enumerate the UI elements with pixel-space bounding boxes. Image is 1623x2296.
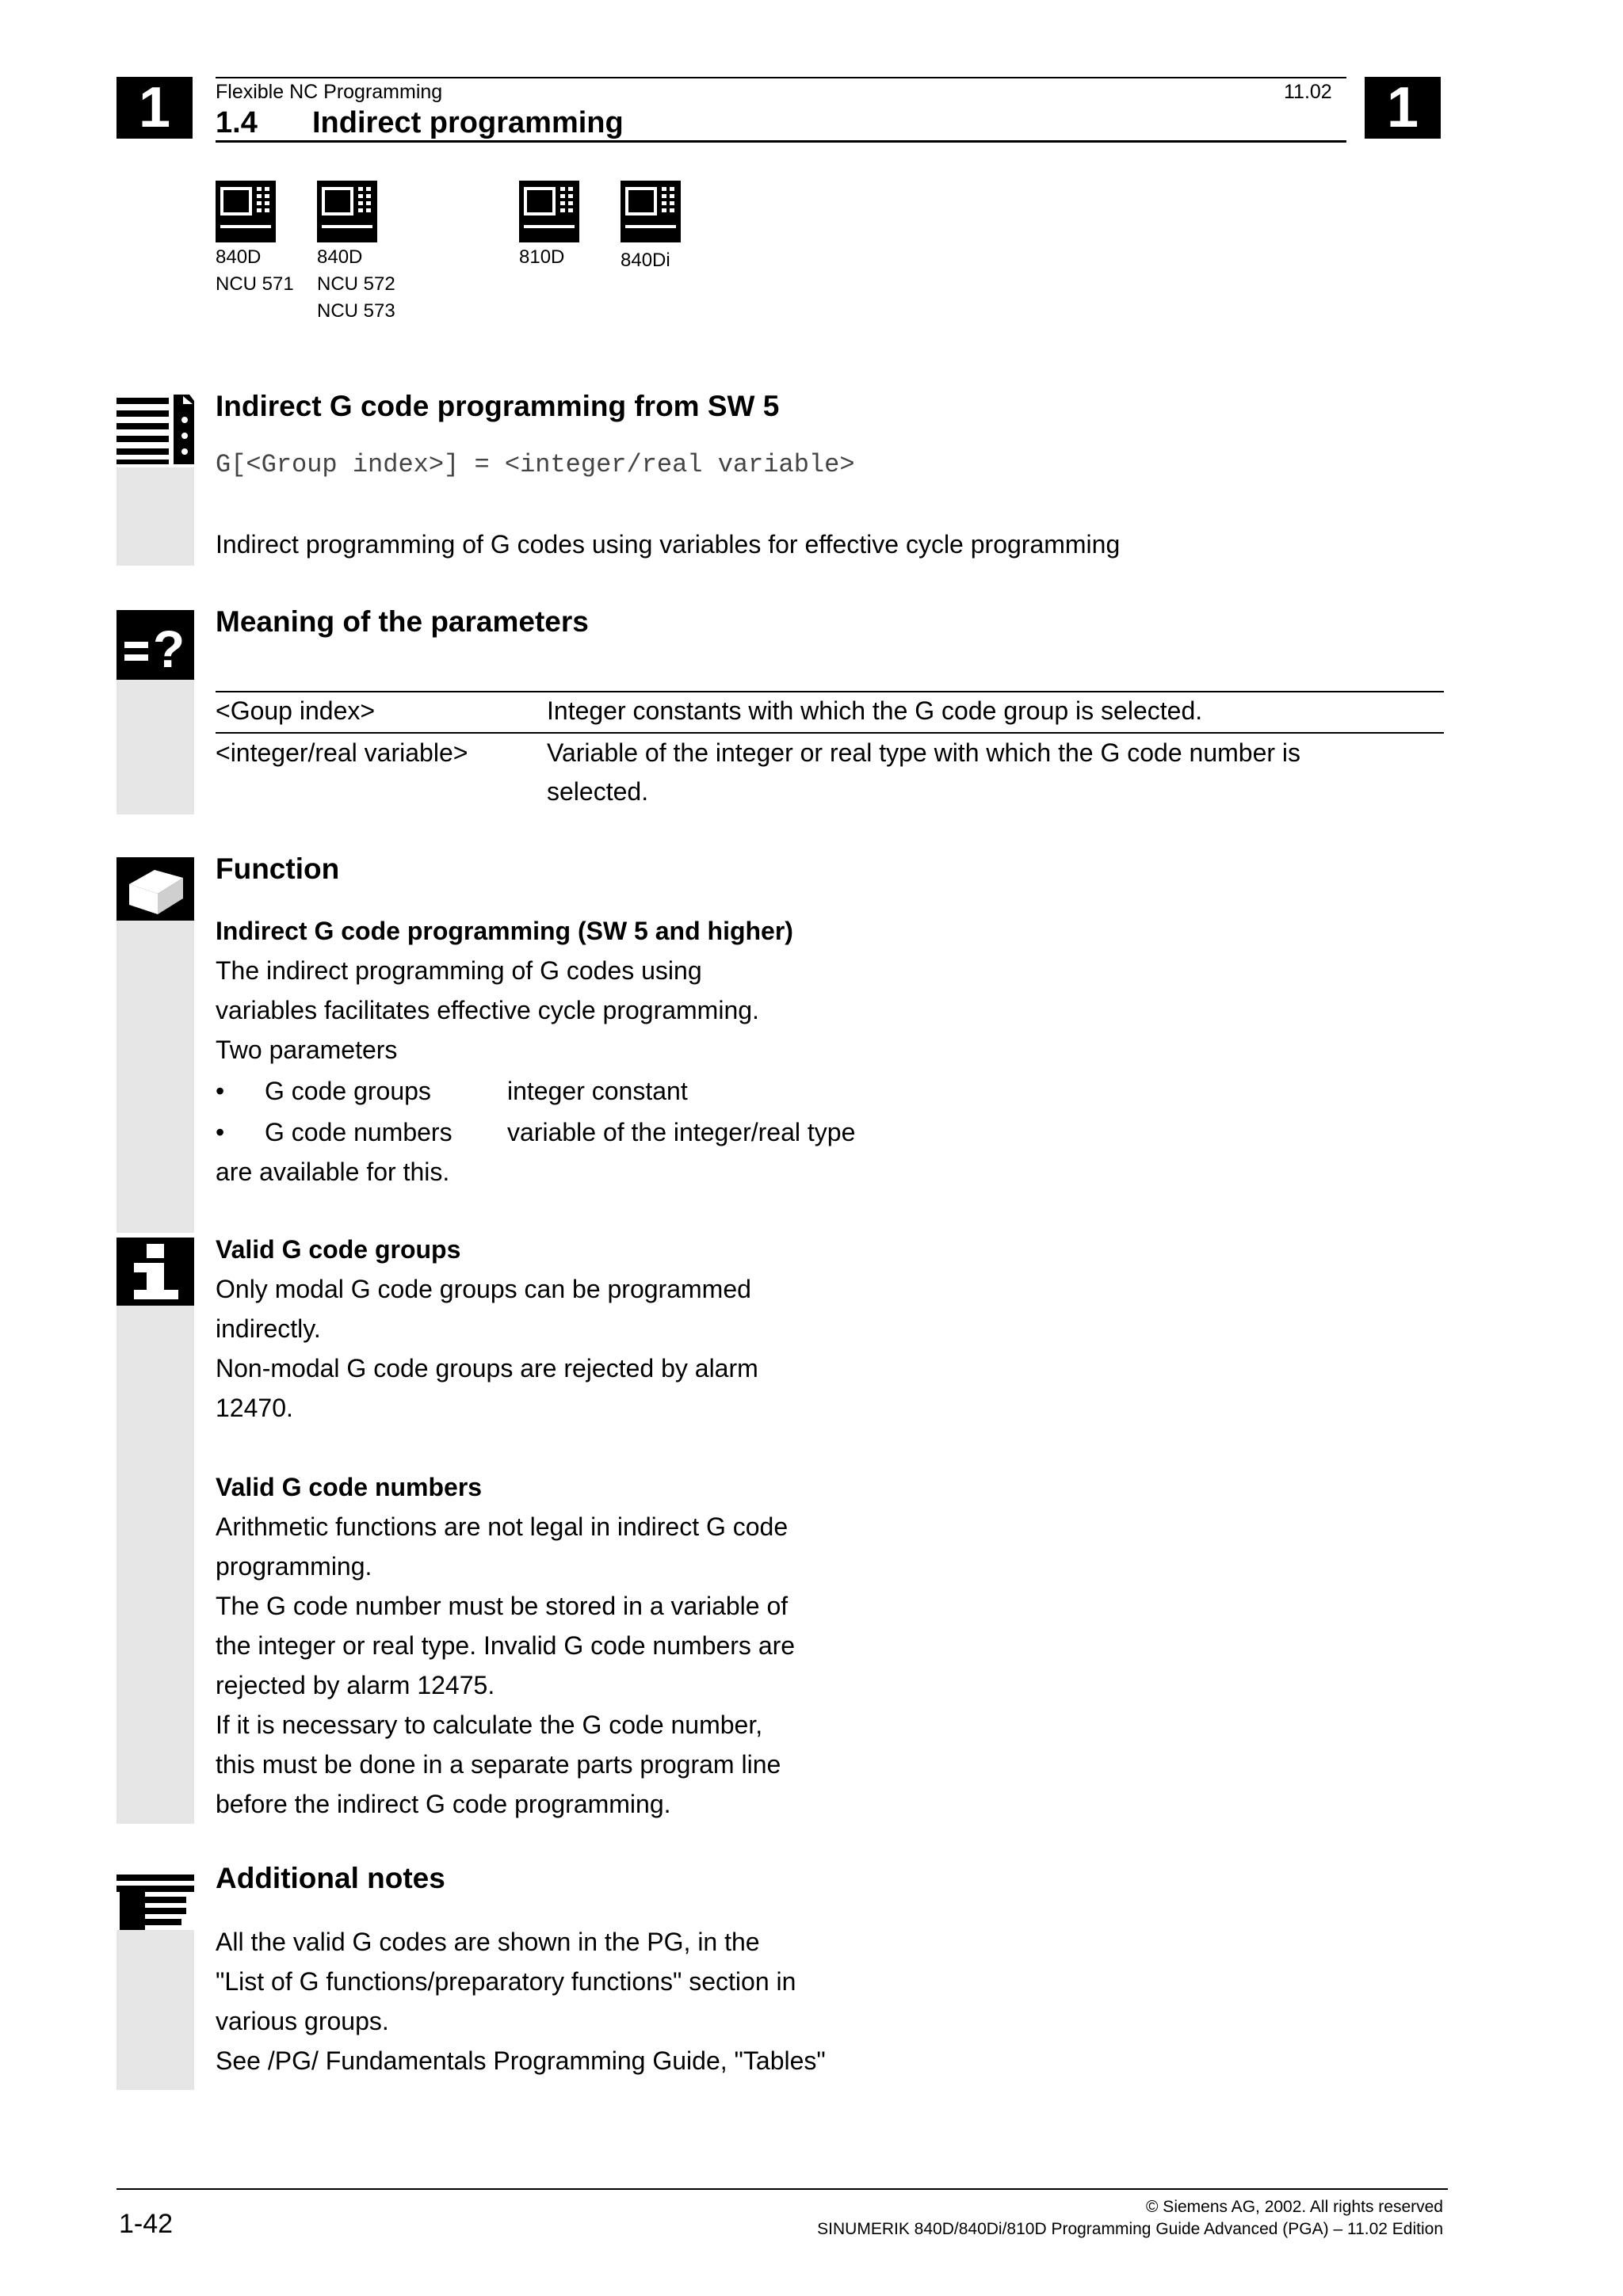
valid-numbers-line: If it is necessary to calculate the G code number, [216, 1711, 763, 1739]
function-line: Two parameters [216, 1035, 398, 1064]
valid-numbers-line: programming. [216, 1552, 372, 1581]
bullet-mark: • [216, 1118, 225, 1146]
bullet-desc: variable of the integer/real type [507, 1118, 856, 1146]
param-desc: Integer constants with which the G code group is selected. [547, 696, 1203, 725]
parameters-question-icon [116, 610, 194, 680]
device-label-810d [519, 244, 564, 271]
footer-rule [116, 2188, 1448, 2190]
notes-heading: Additional notes [216, 1862, 445, 1894]
valid-numbers-line: The G code number must be stored in a variable of [216, 1592, 789, 1620]
valid-numbers-line: this must be done in a separate parts program line [216, 1750, 781, 1779]
syntax-description: Indirect programming of G codes using variables for effective cycle programming [216, 530, 1121, 559]
param-desc-continued: selected. [547, 777, 649, 806]
footer-copyright: © Siemens AG, 2002. All rights reserved [1146, 2198, 1443, 2216]
function-line: The indirect programming of G codes using [216, 956, 702, 985]
device-label-line: 840Di [621, 250, 670, 271]
param-name: <Goup index> [216, 696, 376, 725]
device-label-840di [621, 247, 670, 274]
valid-numbers-heading: Valid G code numbers [216, 1473, 483, 1501]
valid-groups-heading: Valid G code groups [216, 1235, 461, 1264]
footer-book-title: SINUMERIK 840D/840Di/810D Programming Guide Advanced (PGA) – 11.02 Edition [817, 2220, 1443, 2238]
svg-text:?: ? [152, 620, 185, 678]
pointing-hand-icon [116, 1867, 194, 1930]
notes-line: See /PG/ Fundamentals Programming Guide, "Tables" [216, 2046, 826, 2075]
bullet-desc: integer constant [507, 1077, 688, 1105]
device-label-line: NCU 571 [216, 273, 294, 295]
header-top-rule [216, 77, 1346, 78]
valid-numbers-line: rejected by alarm 12475. [216, 1671, 495, 1699]
chapter-number-box-left: 1 [116, 77, 193, 139]
bullet-term: G code groups [265, 1077, 431, 1105]
info-icon [116, 1238, 194, 1306]
valid-groups-line: 12470. [216, 1394, 293, 1422]
valid-groups-line: Only modal G code groups can be programmed [216, 1275, 751, 1303]
section-title: Indirect programming [312, 106, 624, 139]
syntax-list-icon [116, 391, 194, 467]
header-bottom-rule [216, 140, 1346, 143]
param-desc: Variable of the integer or real type with which the G code number is [547, 738, 1301, 767]
syntax-code: G[<Group index>] = <integer/real variable> [216, 450, 855, 479]
function-closing: are available for this. [216, 1158, 450, 1186]
device-label-line: 810D [519, 246, 565, 268]
device-label-line: NCU 573 [317, 300, 395, 322]
bullet-mark: • [216, 1077, 225, 1105]
section-number: 1.4 [216, 106, 258, 139]
sidebar-bar-info [116, 1238, 194, 1824]
monitor-icon [317, 181, 377, 242]
valid-numbers-line: Arithmetic functions are not legal in indirect G code [216, 1512, 789, 1541]
function-line: variables facilitates effective cycle programming. [216, 996, 759, 1024]
notes-line: "List of G functions/preparatory functions" section in [216, 1967, 796, 1996]
device-label-line: 840D [216, 246, 262, 268]
bullet-term: G code numbers [265, 1118, 453, 1146]
device-label-840d-ncu571 [216, 244, 294, 298]
valid-numbers-line: before the indirect G code programming. [216, 1790, 671, 1818]
valid-groups-line: Non-modal G code groups are rejected by alarm [216, 1354, 758, 1383]
function-subheading: Indirect G code programming (SW 5 and higher) [216, 917, 793, 945]
valid-numbers-line: the integer or real type. Invalid G code numbers are [216, 1631, 796, 1660]
monitor-icon [519, 181, 579, 242]
parameters-heading: Meaning of the parameters [216, 605, 589, 638]
monitor-icon [621, 181, 681, 242]
edition-label: 11.02 [1284, 81, 1332, 103]
function-cube-icon [116, 857, 194, 921]
monitor-icon [216, 181, 276, 242]
chapter-number-box-right: 1 [1365, 77, 1441, 139]
function-heading: Function [216, 852, 340, 885]
valid-groups-line: indirectly. [216, 1314, 321, 1343]
device-label-line: 840D [317, 246, 363, 268]
notes-line: All the valid G codes are shown in the PG, in the [216, 1928, 760, 1956]
notes-line: various groups. [216, 2007, 389, 2035]
page-number: 1-42 [119, 2209, 174, 2239]
syntax-heading: Indirect G code programming from SW 5 [216, 390, 780, 422]
param-name: <integer/real variable> [216, 738, 468, 767]
book-section-label: Flexible NC Programming [216, 81, 443, 103]
device-label-840d-ncu572 [317, 244, 395, 325]
device-label-line: NCU 572 [317, 273, 395, 295]
